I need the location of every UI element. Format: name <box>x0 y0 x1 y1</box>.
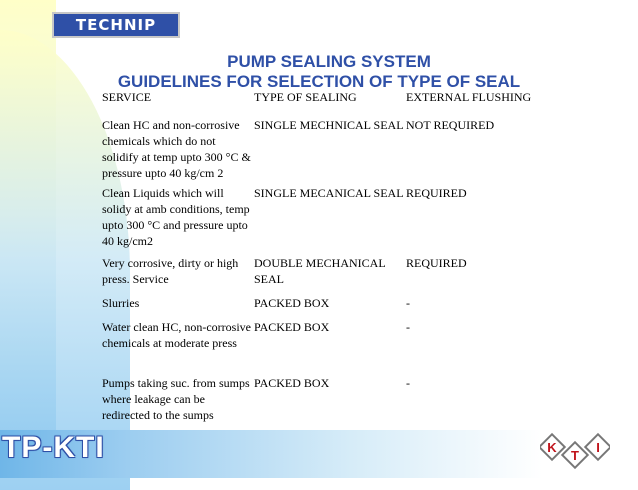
technip-logo <box>52 12 180 38</box>
table-row <box>102 375 566 425</box>
cell-sealing: SINGLE MECHNICAL SEAL <box>254 118 404 132</box>
cell-flushing: NOT REQUIRED <box>406 118 495 132</box>
cell-service: Pumps taking suc. from sumps where leakage can be redirected to the sumps <box>102 376 250 422</box>
cell-service: Clean Liquids which will solidy at amb conditions, temp upto 300 °C and pressure upto 40 kg/cm2 <box>102 186 250 248</box>
table-row <box>102 319 566 375</box>
cell-flushing: REQUIRED <box>406 186 467 200</box>
column-header-service: SERVICE <box>102 90 152 104</box>
cell-flushing: - <box>406 296 410 310</box>
cell-flushing: - <box>406 376 410 390</box>
table-row <box>102 295 566 319</box>
column-header-sealing: TYPE OF SEALING <box>254 90 357 104</box>
table-row <box>102 117 566 185</box>
cell-sealing: PACKED BOX <box>254 376 330 390</box>
kti-logo-i <box>585 434 610 459</box>
cell-service: Clean HC and non-corrosive chemicals which do not solidify at temp upto 300 °C & pressure upto 40 kg/cm 2 <box>102 118 251 180</box>
seal-guideline-table <box>102 89 566 425</box>
page-subtitle: GUIDELINES FOR SELECTION OF TYPE OF SEAL <box>117 72 521 91</box>
kti-logo-letter-t: T <box>571 448 579 463</box>
cell-sealing: PACKED BOX <box>254 320 330 334</box>
table-row <box>102 255 566 295</box>
technip-logo-text: TECHNIP <box>75 16 157 34</box>
kti-logo-t <box>562 442 587 467</box>
cell-service: Water clean HC, non-corrosive chemicals at moderate press <box>102 320 251 350</box>
kti-logo-letter-k: K <box>547 440 557 455</box>
kti-logo-k <box>540 434 565 459</box>
table-row <box>102 185 566 255</box>
column-header-flushing: EXTERNAL FLUSHING <box>406 90 532 104</box>
cell-sealing: SINGLE MECANICAL SEAL <box>254 186 404 200</box>
kti-logo-letter-i: I <box>596 440 600 455</box>
cell-flushing: REQUIRED <box>406 256 467 270</box>
kti-logo <box>540 432 610 472</box>
cell-flushing: - <box>406 320 410 334</box>
table-header-row <box>102 89 566 117</box>
cell-service: Very corrosive, dirty or high press. Service <box>102 256 239 286</box>
cell-sealing: DOUBLE MECHANICAL SEAL <box>254 256 386 286</box>
page-title: PUMP SEALING SYSTEM <box>227 52 431 71</box>
cell-service: Slurries <box>102 296 140 310</box>
cell-sealing: PACKED BOX <box>254 296 330 310</box>
tp-kti-label: TP-KTI <box>2 431 105 464</box>
